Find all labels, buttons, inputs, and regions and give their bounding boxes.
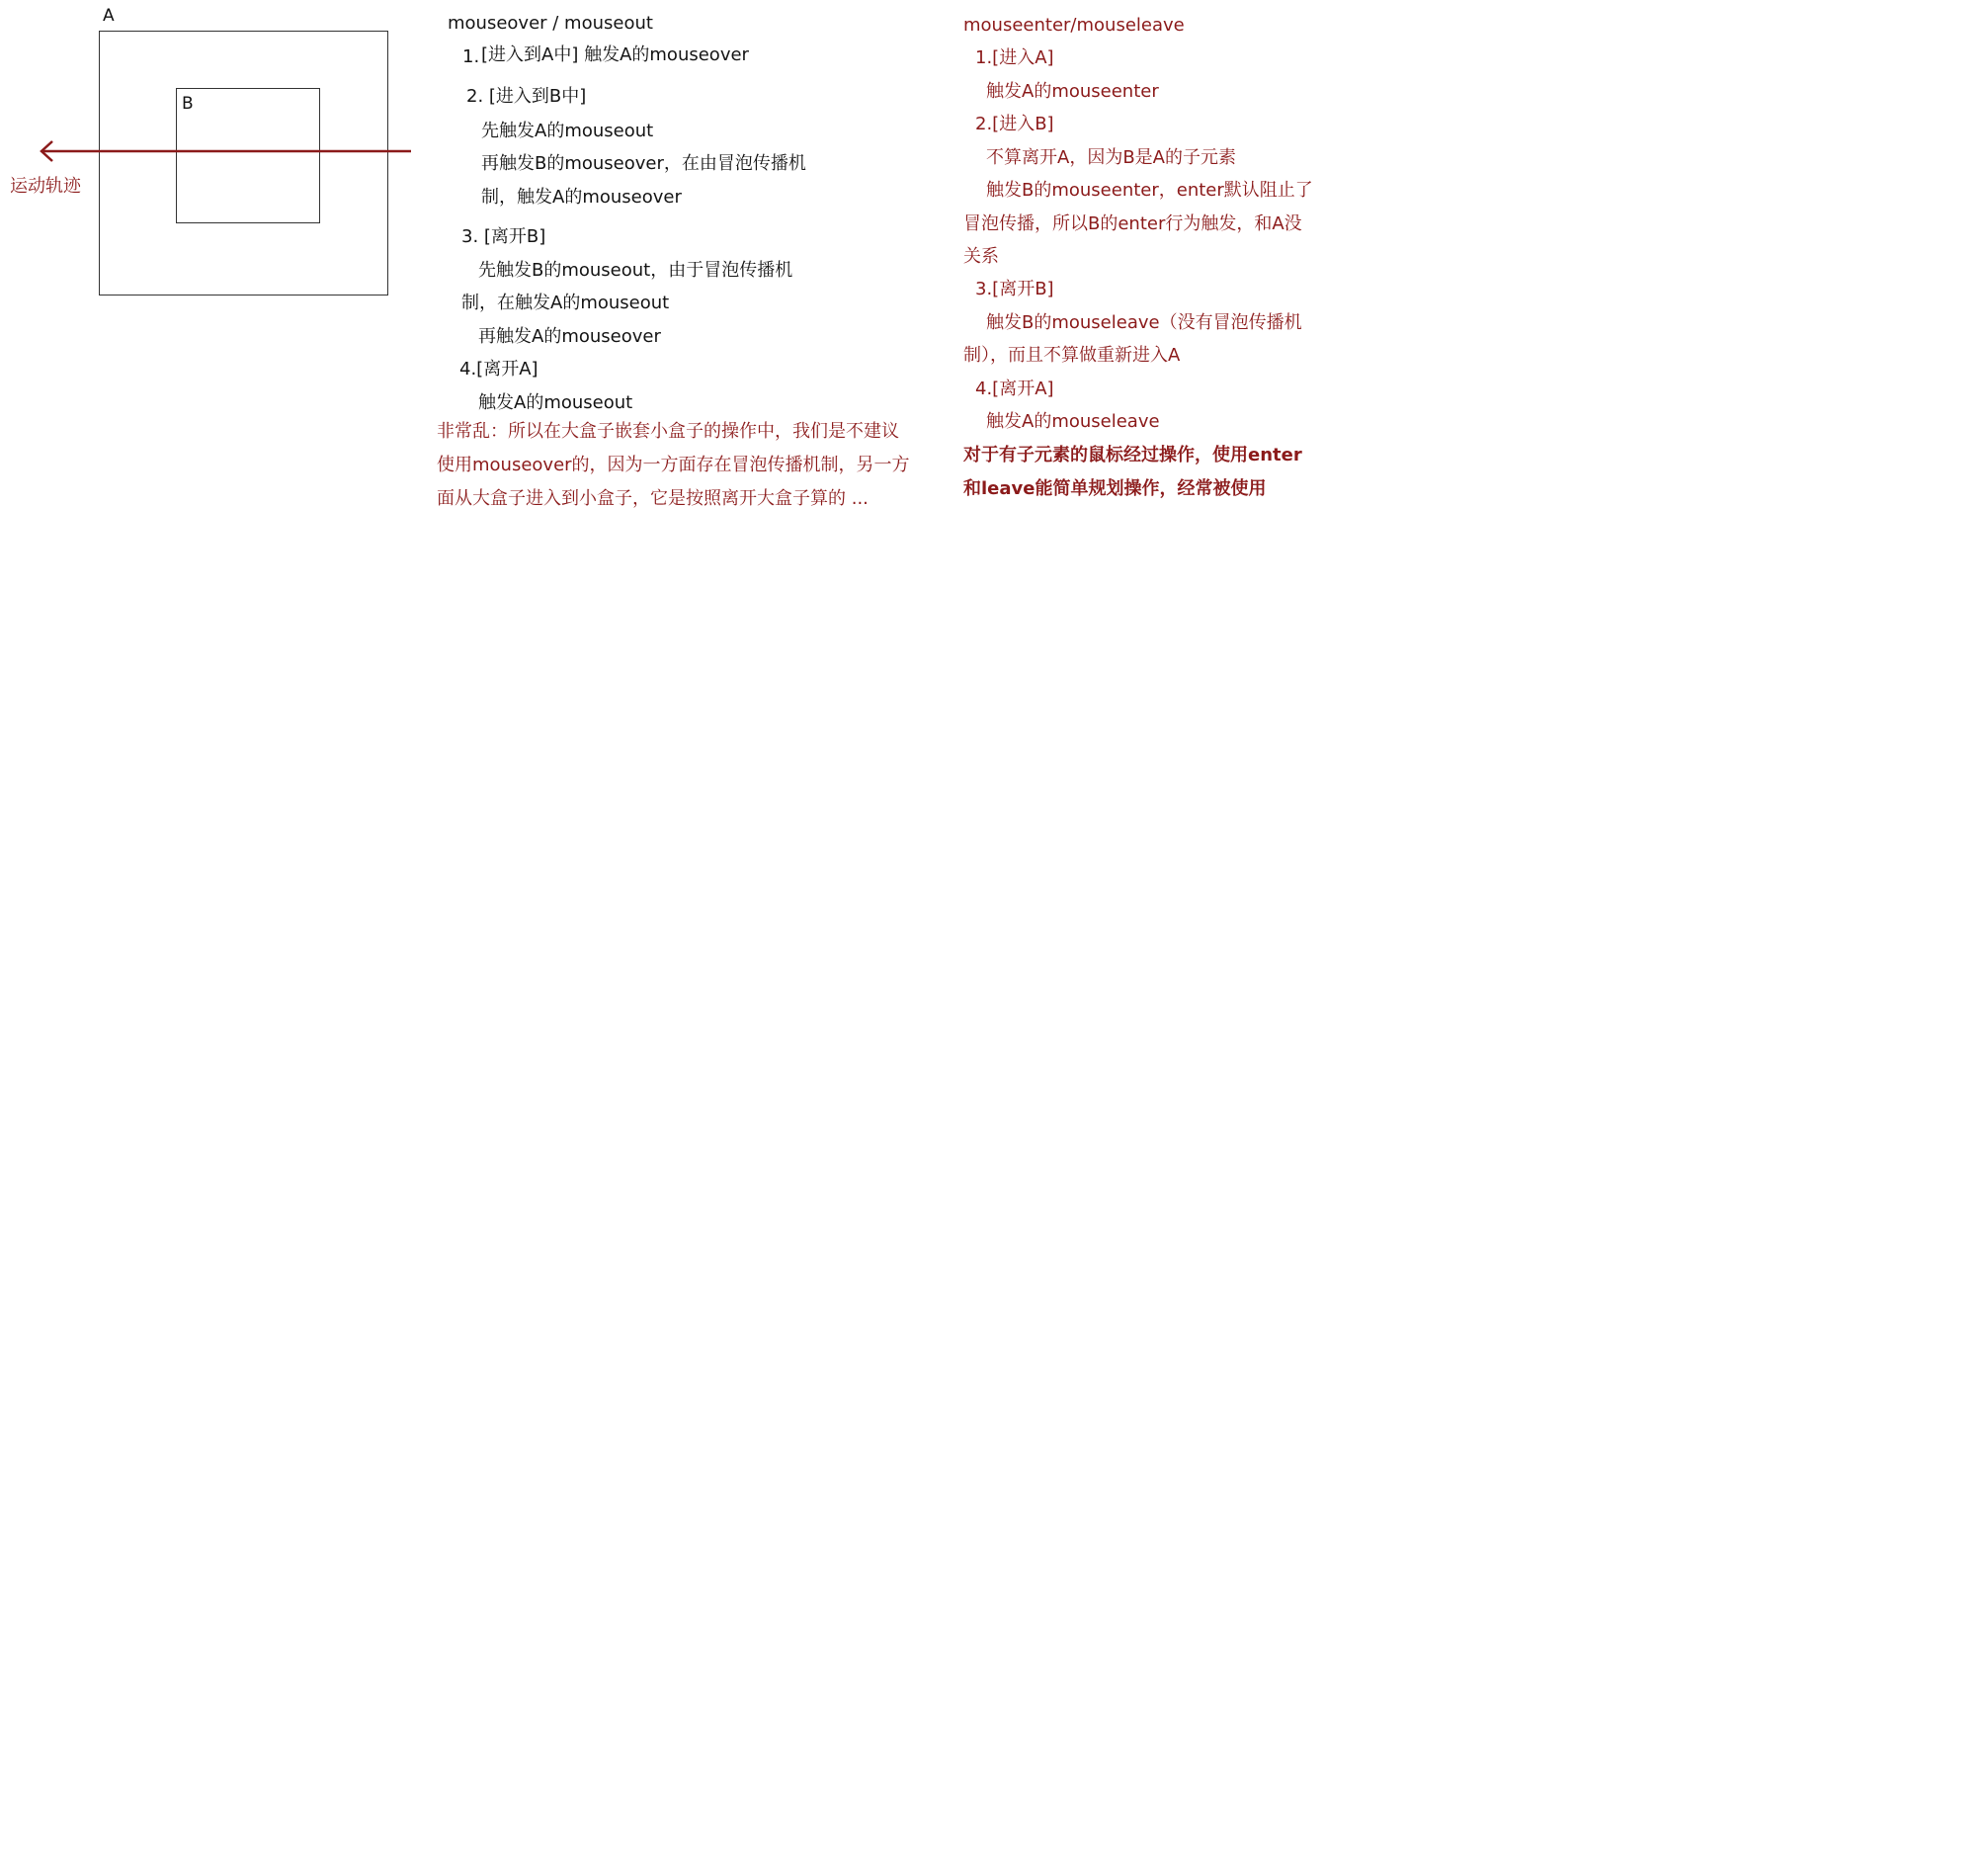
- over-out-step1-number: 1.: [462, 46, 480, 67]
- enter-leave-title: mouseenter/mouseleave: [963, 15, 1185, 36]
- over-out-step3-line1: 先触发B的mouseout，由于冒泡传播机: [478, 260, 793, 281]
- enter-leave-step2-line2: 触发B的mouseenter，enter默认阻止了: [986, 180, 1313, 201]
- over-out-note-line1: 非常乱：所以在大盒子嵌套小盒子的操作中，我们是不建议: [437, 421, 899, 442]
- enter-leave-step1-line1: 触发A的mouseenter: [986, 81, 1159, 102]
- track-label: 运动轨迹: [10, 176, 81, 197]
- enter-leave-step1-title: 1.[进入A]: [975, 47, 1054, 68]
- over-out-title: mouseover / mouseout: [448, 13, 653, 34]
- over-out-step3-line2: 制，在触发A的mouseout: [461, 293, 670, 313]
- enter-leave-step4-line1: 触发A的mouseleave: [986, 411, 1160, 432]
- over-out-step2-line1: 先触发A的mouseout: [481, 121, 654, 141]
- over-out-step2-line3: 制，触发A的mouseover: [481, 187, 682, 208]
- enter-leave-step4-title: 4.[离开A]: [975, 379, 1054, 399]
- enter-leave-step2-line4: 关系: [963, 246, 999, 267]
- movement-arrow-icon: [0, 0, 435, 306]
- enter-leave-summary-line2: 和leave能简单规划操作，经常被使用: [963, 478, 1267, 499]
- box-b-label: B: [182, 94, 194, 114]
- over-out-step2-title: 2. [进入到B中]: [466, 86, 587, 107]
- over-out-step4-title: 4.[离开A]: [459, 359, 538, 380]
- over-out-note-line3: 面从大盒子进入到小盒子，它是按照离开大盒子算的 ...: [437, 488, 869, 509]
- enter-leave-step2-line3: 冒泡传播，所以B的enter行为触发，和A没: [963, 213, 1302, 234]
- box-a-label: A: [103, 6, 115, 26]
- enter-leave-step2-title: 2.[进入B]: [975, 114, 1054, 134]
- enter-leave-summary-line1: 对于有子元素的鼠标经过操作，使用enter: [963, 445, 1302, 465]
- over-out-step3-line3: 再触发A的mouseover: [478, 326, 661, 347]
- over-out-step4-line1: 触发A的mouseout: [478, 392, 633, 413]
- over-out-step2-line2: 再触发B的mouseover，在由冒泡传播机: [481, 153, 806, 174]
- over-out-note-line2: 使用mouseover的，因为一方面存在冒泡传播机制，另一方: [437, 455, 910, 475]
- enter-leave-step3-title: 3.[离开B]: [975, 279, 1054, 299]
- over-out-step1-text: [进入到A中] 触发A的mouseover: [481, 44, 749, 65]
- over-out-step3-title: 3. [离开B]: [461, 226, 546, 247]
- enter-leave-step2-line1: 不算离开A，因为B是A的子元素: [986, 147, 1236, 168]
- nested-boxes-diagram: [0, 0, 435, 306]
- enter-leave-step3-line2: 制），而且不算做重新进入A: [963, 345, 1181, 366]
- enter-leave-step3-line1: 触发B的mouseleave（没有冒泡传播机: [986, 312, 1302, 333]
